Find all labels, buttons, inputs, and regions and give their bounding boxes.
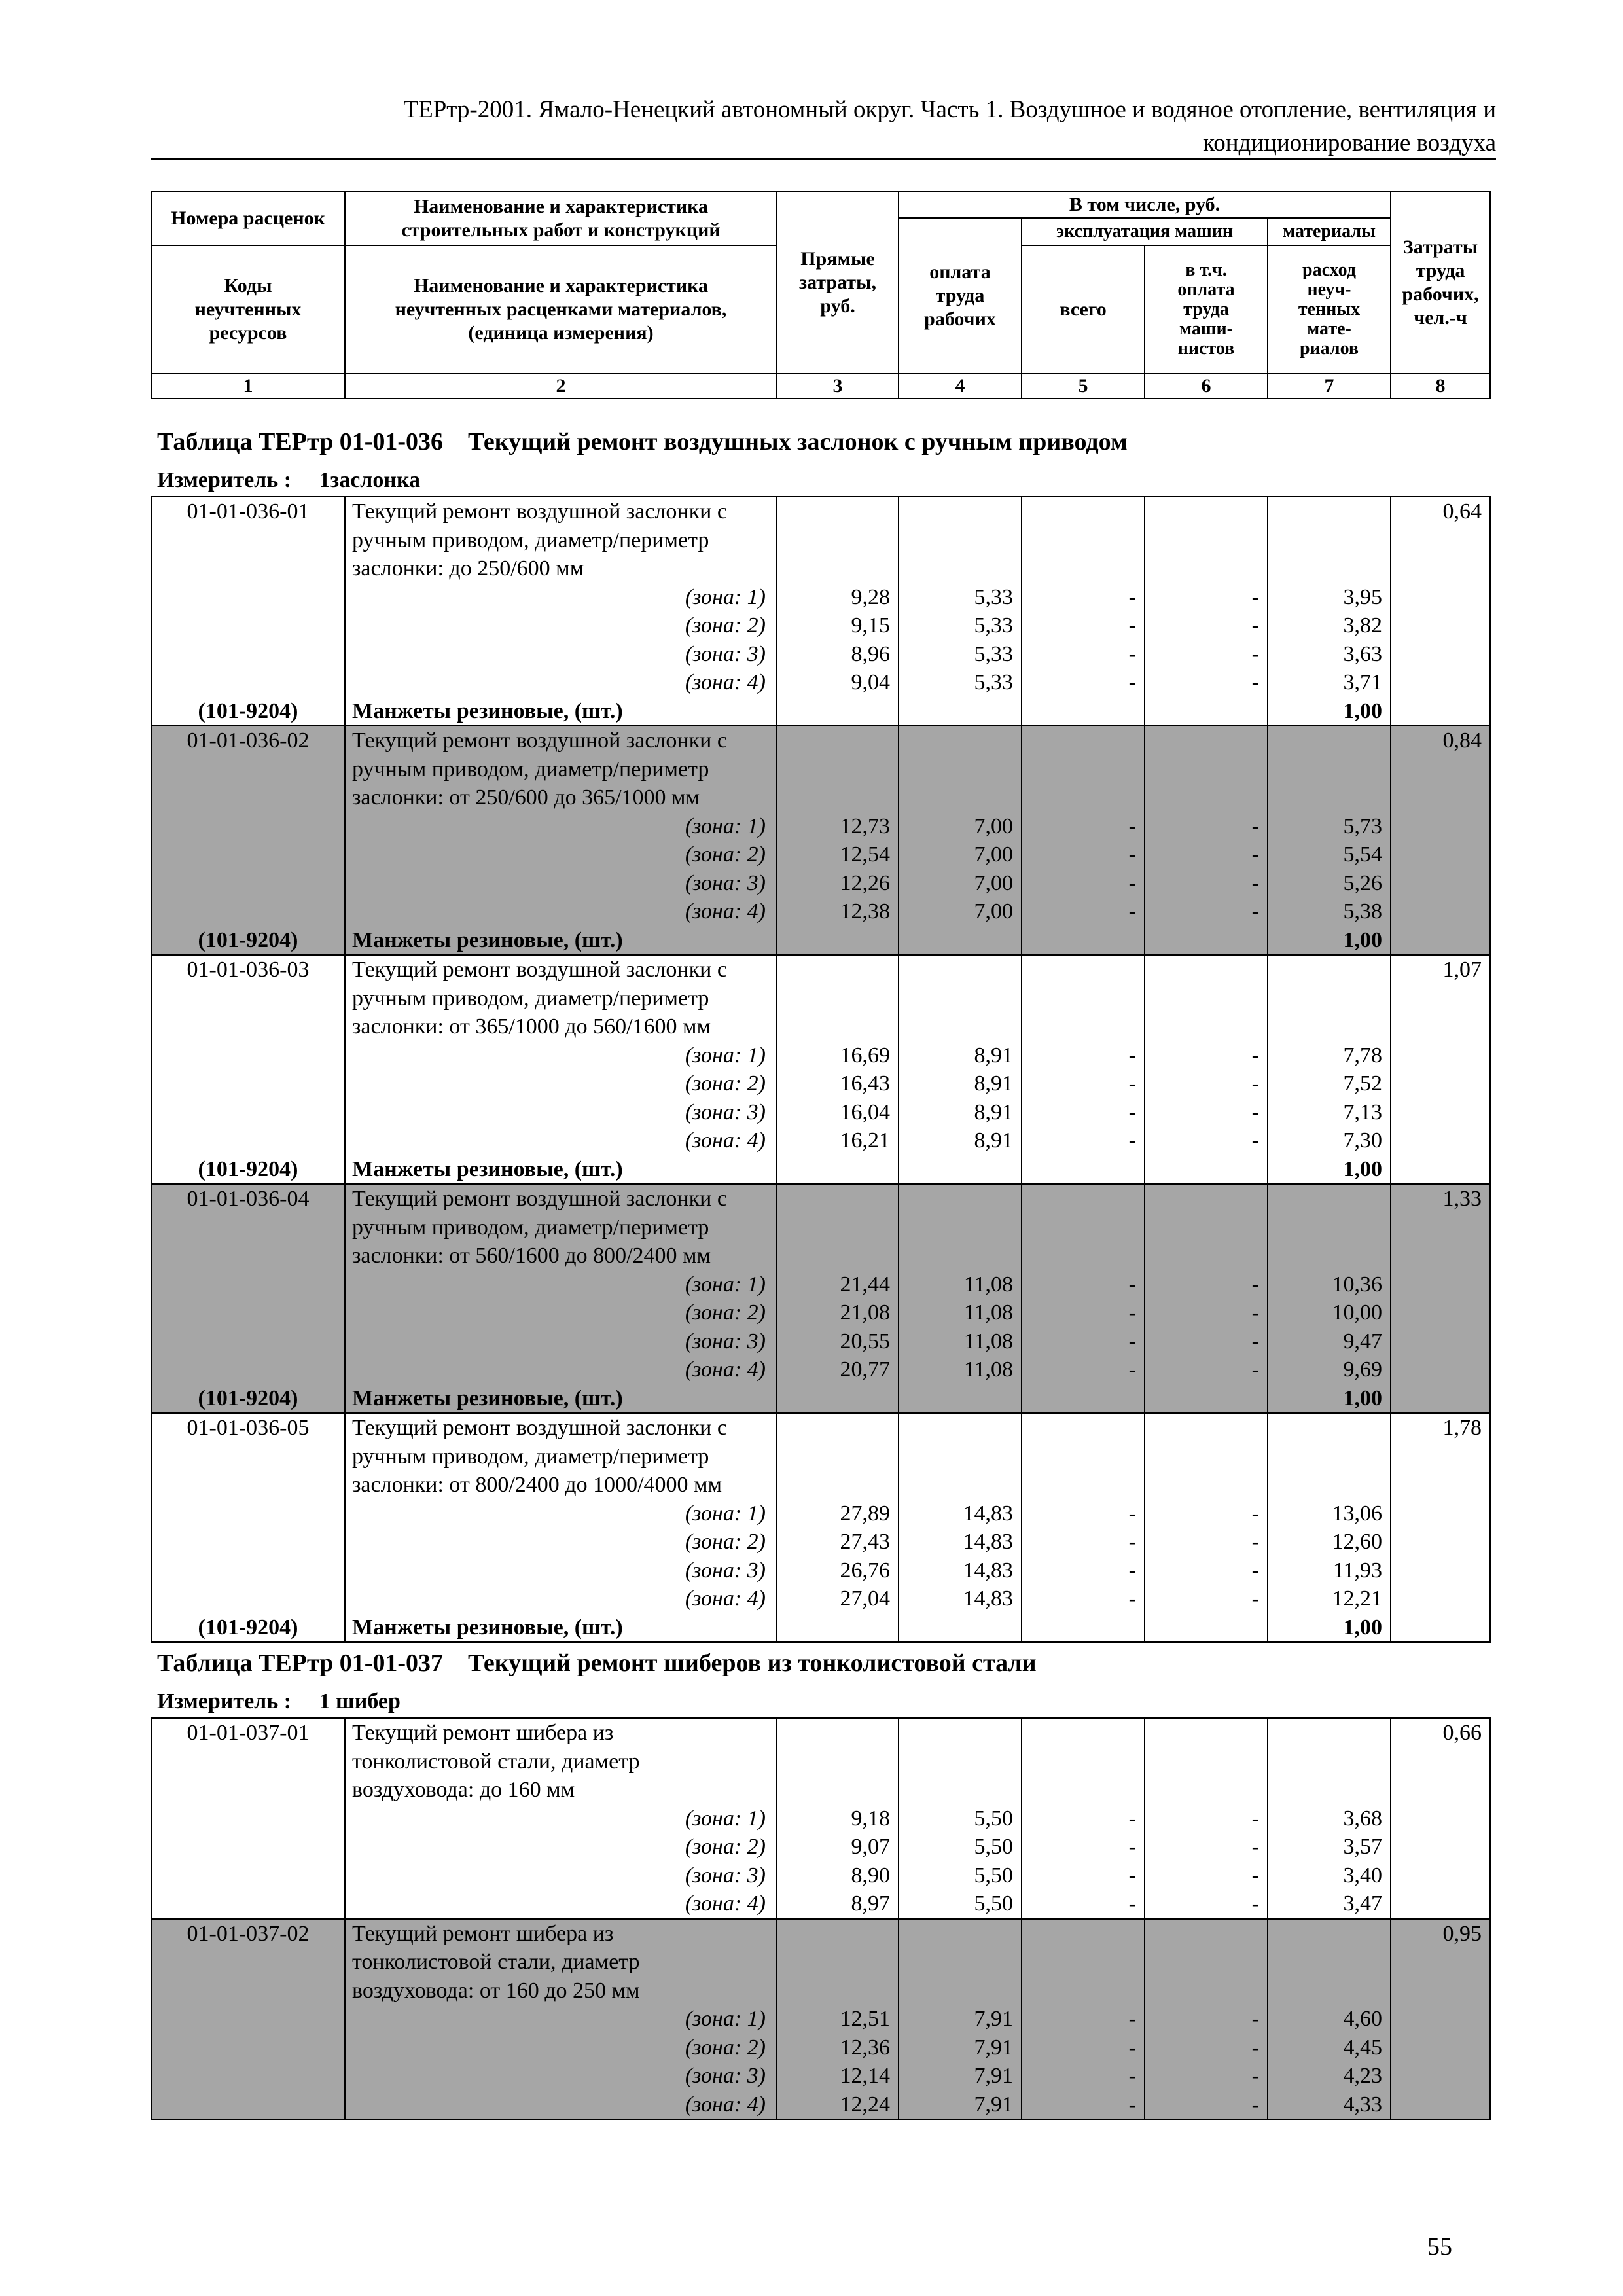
machinist-pay: -	[1251, 2007, 1259, 2031]
col-machinist-pay-header: в т.ч. оплата труда маши- нистов	[1145, 245, 1268, 374]
resource-code: (101-9204)	[198, 927, 298, 952]
worker-pay: 11,08	[963, 1300, 1013, 1325]
worker-pay: 7,00	[974, 814, 1013, 838]
machinist-pay: -	[1251, 2092, 1259, 2117]
worker-pay: 5,50	[974, 1835, 1013, 1859]
direct-cost: 21,08	[840, 1300, 890, 1325]
materials-cost: 3,95	[1343, 584, 1382, 609]
rate-description-line: воздуховода: от 160 до 250 мм	[352, 1978, 640, 2003]
zone-label: (зона: 3)	[685, 1329, 766, 1354]
table-row	[151, 1184, 1490, 1413]
machine-total: -	[1128, 641, 1136, 666]
rate-code: 01-01-036-02	[187, 728, 310, 753]
materials-cost: 7,13	[1343, 1100, 1382, 1124]
worker-pay: 7,00	[974, 899, 1013, 924]
rate-description-line: ручным приводом, диаметр/периметр	[352, 528, 709, 552]
materials-cost: 3,68	[1343, 1806, 1382, 1831]
machinist-pay: -	[1251, 1043, 1259, 1067]
machinist-pay: -	[1251, 1835, 1259, 1859]
table-row	[151, 1919, 1490, 2120]
zone-label: (зона: 4)	[685, 1357, 766, 1382]
zone-label: (зона: 4)	[685, 670, 766, 694]
direct-cost: 20,55	[840, 1329, 890, 1354]
machine-total: -	[1128, 584, 1136, 609]
materials-cost: 3,57	[1343, 1835, 1382, 1859]
rate-description-line: заслонки: от 800/2400 до 1000/4000 мм	[352, 1473, 722, 1497]
table-unit: Измеритель : 1заслонка	[157, 468, 421, 492]
direct-cost: 9,15	[851, 613, 890, 637]
rate-description-line: воздуховода: до 160 мм	[352, 1778, 575, 1802]
resource-name: Манжеты резиновые, (шт.)	[352, 927, 623, 952]
machine-total: -	[1128, 613, 1136, 637]
machinist-pay: -	[1251, 1128, 1259, 1153]
zone-label: (зона: 2)	[685, 2035, 766, 2060]
col-number: 5	[1022, 374, 1145, 399]
worker-pay: 5,33	[974, 613, 1013, 637]
labor-cost: 1,07	[1442, 958, 1482, 982]
materials-cost: 7,52	[1343, 1071, 1382, 1096]
machine-total: -	[1128, 814, 1136, 838]
worker-pay: 5,50	[974, 1892, 1013, 1916]
machine-total: -	[1128, 2064, 1136, 2088]
materials-cost: 4,45	[1343, 2035, 1382, 2060]
machinist-pay: -	[1251, 870, 1259, 895]
zone-label: (зона: 2)	[685, 1300, 766, 1325]
worker-pay: 7,91	[974, 2007, 1013, 2031]
zone-label: (зона: 1)	[685, 1501, 766, 1526]
zone-label: (зона: 3)	[685, 1863, 766, 1888]
table-row	[151, 955, 1490, 1184]
direct-cost: 12,14	[840, 2064, 890, 2088]
col-number: 8	[1391, 374, 1490, 399]
machinist-pay: -	[1251, 1501, 1259, 1526]
rate-description-line: заслонки: от 560/1600 до 800/2400 мм	[352, 1244, 711, 1268]
table-row	[151, 497, 1490, 726]
zone-label: (зона: 3)	[685, 641, 766, 666]
col-number: 1	[151, 374, 345, 399]
rate-description-line: тонколистовой стали, диаметр	[352, 1749, 640, 1774]
zone-label: (зона: 2)	[685, 1835, 766, 1859]
labor-cost: 1,33	[1442, 1187, 1482, 1211]
machine-total: -	[1128, 1530, 1136, 1554]
resource-quantity: 1,00	[1343, 1157, 1382, 1181]
running-header-line-1: ТЕРтр-2001. Ямало-Ненецкий автономный округ. Часть 1. Воздушное и водяное отопление, вентиляция и	[403, 96, 1496, 123]
page-number: 55	[1427, 2233, 1452, 2261]
zone-label: (зона: 4)	[685, 1892, 766, 1916]
direct-cost: 16,21	[840, 1128, 890, 1153]
materials-cost: 3,47	[1343, 1892, 1382, 1916]
direct-cost: 12,51	[840, 2007, 890, 2031]
worker-pay: 8,91	[974, 1043, 1013, 1067]
worker-pay: 8,91	[974, 1128, 1013, 1153]
direct-cost: 8,97	[851, 1892, 890, 1916]
machinist-pay: -	[1251, 1272, 1259, 1297]
machinist-pay: -	[1251, 641, 1259, 666]
rate-description-line: ручным приводом, диаметр/периметр	[352, 1444, 709, 1469]
col-number: 2	[345, 374, 777, 399]
materials-cost: 10,00	[1332, 1300, 1382, 1325]
machine-total: -	[1128, 2007, 1136, 2031]
machinist-pay: -	[1251, 1558, 1259, 1583]
machinist-pay: -	[1251, 842, 1259, 867]
machine-total: -	[1128, 1892, 1136, 1916]
rate-code: 01-01-037-02	[187, 1921, 310, 1946]
zone-label: (зона: 1)	[685, 814, 766, 838]
worker-pay: 7,91	[974, 2035, 1013, 2060]
zone-label: (зона: 1)	[685, 2007, 766, 2031]
materials-cost: 10,36	[1332, 1272, 1382, 1297]
machine-total: -	[1128, 1329, 1136, 1354]
col-name-header-top: Наименование и характеристика строительных работ и конструкций	[345, 192, 777, 245]
materials-cost: 4,33	[1343, 2092, 1382, 2117]
worker-pay: 7,91	[974, 2092, 1013, 2117]
rate-description-line: ручным приводом, диаметр/периметр	[352, 986, 709, 1011]
worker-pay: 5,50	[974, 1806, 1013, 1831]
direct-cost: 16,69	[840, 1043, 890, 1067]
rate-description-line: Текущий ремонт воздушной заслонки с	[352, 958, 727, 982]
col-including-header: В том числе, руб.	[899, 192, 1391, 218]
col-worker-pay-header: оплата труда рабочих	[899, 218, 1022, 374]
machine-total: -	[1128, 1501, 1136, 1526]
column-header-table	[151, 191, 1491, 399]
rate-description-line: Текущий ремонт шибера из	[352, 1721, 614, 1745]
rate-description-line: ручным приводом, диаметр/периметр	[352, 1215, 709, 1240]
zone-label: (зона: 4)	[685, 1587, 766, 1611]
col-number: 7	[1268, 374, 1391, 399]
resource-name: Манжеты резиновые, (шт.)	[352, 1615, 623, 1640]
resource-quantity: 1,00	[1343, 698, 1382, 723]
zone-label: (зона: 1)	[685, 1043, 766, 1067]
direct-cost: 12,73	[840, 814, 890, 838]
machinist-pay: -	[1251, 1530, 1259, 1554]
materials-cost: 5,73	[1343, 814, 1382, 838]
machinist-pay: -	[1251, 1071, 1259, 1096]
col-name-header-bottom: Наименование и характеристика неучтенных расценками материалов, (единица измерения)	[345, 245, 777, 374]
machine-total: -	[1128, 1806, 1136, 1831]
labor-cost: 0,95	[1442, 1921, 1482, 1946]
zone-label: (зона: 4)	[685, 899, 766, 924]
resource-code: (101-9204)	[198, 1386, 298, 1410]
direct-cost: 12,26	[840, 870, 890, 895]
col-materials-header: материалы	[1268, 218, 1391, 245]
resource-name: Манжеты резиновые, (шт.)	[352, 698, 623, 723]
direct-cost: 12,54	[840, 842, 890, 867]
materials-cost: 13,06	[1332, 1501, 1382, 1526]
col-number: 6	[1145, 374, 1268, 399]
materials-cost: 9,47	[1343, 1329, 1382, 1354]
worker-pay: 14,83	[963, 1558, 1013, 1583]
table-row	[151, 1718, 1490, 1919]
machine-total: -	[1128, 2092, 1136, 2117]
resource-code: (101-9204)	[198, 1615, 298, 1640]
direct-cost: 12,36	[840, 2035, 890, 2060]
zone-label: (зона: 1)	[685, 1806, 766, 1831]
machinist-pay: -	[1251, 1300, 1259, 1325]
worker-pay: 5,33	[974, 641, 1013, 666]
col-machine-operation-header: эксплуатация машин	[1022, 218, 1268, 245]
materials-cost: 4,60	[1343, 2007, 1382, 2031]
worker-pay: 11,08	[963, 1329, 1013, 1354]
col-resource-codes-header: Коды неучтенных ресурсов	[151, 245, 345, 374]
worker-pay: 7,00	[974, 842, 1013, 867]
resource-code: (101-9204)	[198, 698, 298, 723]
materials-cost: 11,93	[1332, 1558, 1382, 1583]
rate-code: 01-01-036-03	[187, 958, 310, 982]
labor-cost: 0,64	[1442, 499, 1482, 524]
col-labor-header: Затраты труда рабочих, чел.-ч	[1391, 192, 1490, 374]
rate-description-line: Текущий ремонт воздушной заслонки с	[352, 1187, 727, 1211]
rate-description-line: тонколистовой стали, диаметр	[352, 1950, 640, 1974]
machine-total: -	[1128, 1835, 1136, 1859]
machine-total: -	[1128, 670, 1136, 694]
direct-cost: 21,44	[840, 1272, 890, 1297]
materials-cost: 5,26	[1343, 870, 1382, 895]
direct-cost: 20,77	[840, 1357, 890, 1382]
direct-cost: 8,90	[851, 1863, 890, 1888]
worker-pay: 5,50	[974, 1863, 1013, 1888]
table-row	[151, 1413, 1490, 1642]
zone-label: (зона: 2)	[685, 1071, 766, 1096]
machine-total: -	[1128, 899, 1136, 924]
col-direct-cost-header: Прямые затраты, руб.	[777, 192, 899, 374]
machine-total: -	[1128, 1071, 1136, 1096]
rate-description-line: ручным приводом, диаметр/периметр	[352, 757, 709, 781]
materials-cost: 3,82	[1343, 613, 1382, 637]
direct-cost: 9,28	[851, 584, 890, 609]
materials-cost: 3,71	[1343, 670, 1382, 694]
direct-cost: 16,43	[840, 1071, 890, 1096]
resource-quantity: 1,00	[1343, 1615, 1382, 1640]
col-rate-number-header: Номера расценок	[151, 192, 345, 245]
rate-description-line: заслонки: до 250/600 мм	[352, 556, 584, 581]
machine-total: -	[1128, 1357, 1136, 1382]
machinist-pay: -	[1251, 899, 1259, 924]
table-unit: Измеритель : 1 шибер	[157, 1689, 401, 1713]
col-machine-total-header: всего	[1022, 245, 1145, 374]
resource-quantity: 1,00	[1343, 1386, 1382, 1410]
materials-cost: 3,40	[1343, 1863, 1382, 1888]
worker-pay: 5,33	[974, 670, 1013, 694]
zone-label: (зона: 2)	[685, 613, 766, 637]
worker-pay: 14,83	[963, 1587, 1013, 1611]
direct-cost: 9,18	[851, 1806, 890, 1831]
machinist-pay: -	[1251, 2064, 1259, 2088]
resource-quantity: 1,00	[1343, 927, 1382, 952]
zone-label: (зона: 1)	[685, 1272, 766, 1297]
worker-pay: 8,91	[974, 1071, 1013, 1096]
machine-total: -	[1128, 1043, 1136, 1067]
direct-cost: 16,04	[840, 1100, 890, 1124]
machinist-pay: -	[1251, 1329, 1259, 1354]
machine-total: -	[1128, 870, 1136, 895]
header-rule	[151, 158, 1496, 160]
materials-cost: 3,63	[1343, 641, 1382, 666]
worker-pay: 14,83	[963, 1501, 1013, 1526]
materials-cost: 7,78	[1343, 1043, 1382, 1067]
rate-description-line: Текущий ремонт шибера из	[352, 1921, 614, 1946]
rate-description-line: Текущий ремонт воздушной заслонки с	[352, 499, 727, 524]
zone-label: (зона: 1)	[685, 584, 766, 609]
col-number: 4	[899, 374, 1022, 399]
table-title: Таблица ТЕРтр 01-01-036 Текущий ремонт воздушных заслонок с ручным приводом	[157, 428, 1128, 456]
materials-cost: 5,38	[1343, 899, 1382, 924]
rate-code: 01-01-036-04	[187, 1187, 310, 1211]
worker-pay: 7,91	[974, 2064, 1013, 2088]
machinist-pay: -	[1251, 814, 1259, 838]
direct-cost: 27,43	[840, 1530, 890, 1554]
direct-cost: 8,96	[851, 641, 890, 666]
table-title: Таблица ТЕРтр 01-01-037 Текущий ремонт шиберов из тонколистовой стали	[157, 1649, 1037, 1677]
rates-table-036	[151, 496, 1491, 1643]
worker-pay: 11,08	[963, 1357, 1013, 1382]
materials-cost: 12,21	[1332, 1587, 1382, 1611]
zone-label: (зона: 2)	[685, 1530, 766, 1554]
rates-table-037	[151, 1717, 1491, 2120]
zone-label: (зона: 3)	[685, 2064, 766, 2088]
rate-code: 01-01-036-01	[187, 499, 310, 524]
worker-pay: 5,33	[974, 584, 1013, 609]
labor-cost: 1,78	[1442, 1416, 1482, 1440]
resource-name: Манжеты резиновые, (шт.)	[352, 1386, 623, 1410]
direct-cost: 12,24	[840, 2092, 890, 2117]
machinist-pay: -	[1251, 1357, 1259, 1382]
materials-cost: 12,60	[1332, 1530, 1382, 1554]
materials-cost: 4,23	[1343, 2064, 1382, 2088]
rate-description-line: Текущий ремонт воздушной заслонки с	[352, 728, 727, 753]
machine-total: -	[1128, 1100, 1136, 1124]
machinist-pay: -	[1251, 1892, 1259, 1916]
materials-cost: 5,54	[1343, 842, 1382, 867]
machine-total: -	[1128, 1300, 1136, 1325]
labor-cost: 0,84	[1442, 728, 1482, 753]
machine-total: -	[1128, 1128, 1136, 1153]
col-unaccounted-materials-header: расход неуч- тенных мате- риалов	[1268, 245, 1391, 374]
materials-cost: 7,30	[1343, 1128, 1382, 1153]
rate-description-line: заслонки: от 365/1000 до 560/1600 мм	[352, 1014, 711, 1039]
machinist-pay: -	[1251, 1100, 1259, 1124]
zone-label: (зона: 4)	[685, 2092, 766, 2117]
machine-total: -	[1128, 2035, 1136, 2060]
worker-pay: 7,00	[974, 870, 1013, 895]
zone-label: (зона: 3)	[685, 1558, 766, 1583]
machinist-pay: -	[1251, 613, 1259, 637]
machinist-pay: -	[1251, 584, 1259, 609]
rate-description-line: заслонки: от 250/600 до 365/1000 мм	[352, 785, 700, 810]
machine-total: -	[1128, 1558, 1136, 1583]
labor-cost: 0,66	[1442, 1721, 1482, 1745]
machine-total: -	[1128, 1863, 1136, 1888]
table-row	[151, 726, 1490, 955]
machinist-pay: -	[1251, 1587, 1259, 1611]
direct-cost: 9,04	[851, 670, 890, 694]
zone-label: (зона: 3)	[685, 870, 766, 895]
worker-pay: 14,83	[963, 1530, 1013, 1554]
machine-total: -	[1128, 1587, 1136, 1611]
worker-pay: 11,08	[963, 1272, 1013, 1297]
worker-pay: 8,91	[974, 1100, 1013, 1124]
zone-label: (зона: 2)	[685, 842, 766, 867]
direct-cost: 27,04	[840, 1587, 890, 1611]
zone-label: (зона: 4)	[685, 1128, 766, 1153]
zone-label: (зона: 3)	[685, 1100, 766, 1124]
resource-code: (101-9204)	[198, 1157, 298, 1181]
machine-total: -	[1128, 1272, 1136, 1297]
rate-code: 01-01-036-05	[187, 1416, 310, 1440]
machinist-pay: -	[1251, 1806, 1259, 1831]
machinist-pay: -	[1251, 670, 1259, 694]
materials-cost: 9,69	[1343, 1357, 1382, 1382]
resource-name: Манжеты резиновые, (шт.)	[352, 1157, 623, 1181]
running-header-line-2: кондиционирование воздуха	[1203, 130, 1496, 156]
direct-cost: 9,07	[851, 1835, 890, 1859]
rate-code: 01-01-037-01	[187, 1721, 310, 1745]
rate-description-line: Текущий ремонт воздушной заслонки с	[352, 1416, 727, 1440]
machinist-pay: -	[1251, 1863, 1259, 1888]
direct-cost: 26,76	[840, 1558, 890, 1583]
col-number: 3	[777, 374, 899, 399]
machine-total: -	[1128, 842, 1136, 867]
machinist-pay: -	[1251, 2035, 1259, 2060]
direct-cost: 12,38	[840, 899, 890, 924]
direct-cost: 27,89	[840, 1501, 890, 1526]
